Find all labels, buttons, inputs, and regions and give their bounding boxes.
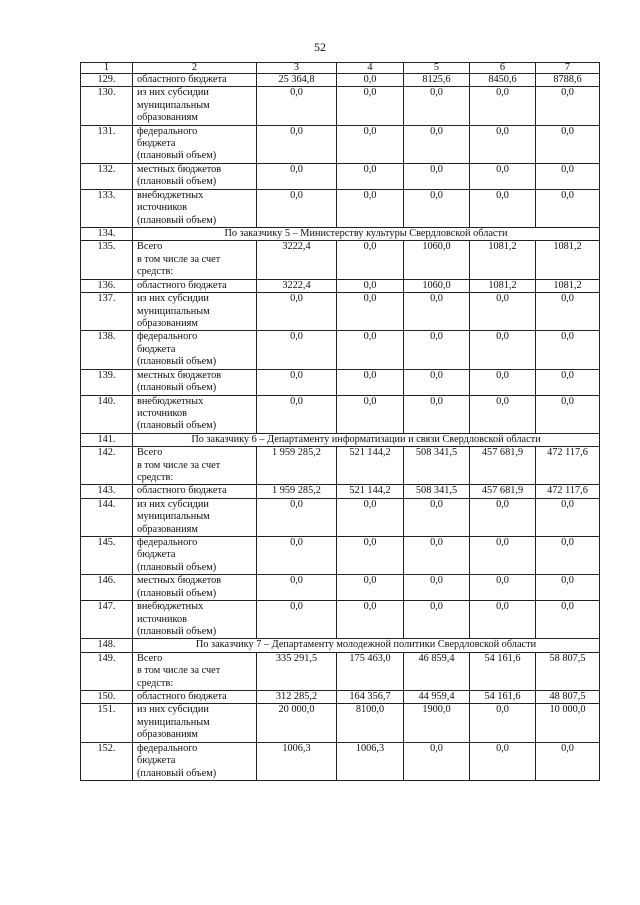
value-cell: 1081,2: [470, 241, 536, 279]
value-cell: 0,0: [470, 125, 536, 163]
table-row: [81, 742, 600, 780]
value-cell: 508 341,5: [404, 485, 470, 498]
value-cell: 0,0: [404, 601, 470, 639]
value-cell: 0,0: [337, 395, 404, 433]
table-row: [81, 485, 600, 498]
row-label: местных бюджетов (плановый объем): [133, 369, 257, 395]
value-cell: 0,0: [536, 293, 600, 331]
table-body: [81, 63, 600, 781]
value-cell: 0,0: [337, 369, 404, 395]
value-cell: 8450,6: [470, 74, 536, 87]
table-row: [81, 652, 600, 690]
value-cell: 0,0: [470, 87, 536, 125]
row-number: 146.: [81, 575, 133, 601]
value-cell: 0,0: [257, 369, 337, 395]
section-row: [81, 639, 600, 652]
value-cell: 0,0: [337, 125, 404, 163]
row-number: 147.: [81, 601, 133, 639]
row-label: внебюджетных источников (плановый объем): [133, 601, 257, 639]
table-row: [81, 331, 600, 369]
value-cell: 0,0: [470, 704, 536, 742]
value-cell: 1006,3: [257, 742, 337, 780]
value-cell: 0,0: [257, 189, 337, 227]
row-number: 133.: [81, 189, 133, 227]
value-cell: 0,0: [337, 241, 404, 279]
value-cell: 0,0: [257, 331, 337, 369]
value-cell: 0,0: [337, 537, 404, 575]
value-cell: 0,0: [470, 742, 536, 780]
value-cell: 0,0: [337, 601, 404, 639]
value-cell: 0,0: [257, 293, 337, 331]
column-header: 1: [81, 63, 133, 74]
value-cell: 335 291,5: [257, 652, 337, 690]
value-cell: 457 681,9: [470, 447, 536, 485]
value-cell: 0,0: [404, 575, 470, 601]
value-cell: 1 959 285,2: [257, 485, 337, 498]
value-cell: 457 681,9: [470, 485, 536, 498]
value-cell: 0,0: [470, 163, 536, 189]
row-label: из них субсидии муниципальным образованиям: [133, 498, 257, 536]
value-cell: 0,0: [337, 498, 404, 536]
value-cell: 0,0: [536, 742, 600, 780]
column-header: 7: [536, 63, 600, 74]
value-cell: 0,0: [337, 74, 404, 87]
value-cell: 0,0: [337, 331, 404, 369]
value-cell: 0,0: [404, 395, 470, 433]
value-cell: 472 117,6: [536, 447, 600, 485]
value-cell: 0,0: [404, 331, 470, 369]
value-cell: 0,0: [404, 369, 470, 395]
value-cell: 0,0: [470, 369, 536, 395]
table-row: [81, 369, 600, 395]
row-number: 138.: [81, 331, 133, 369]
section-title: По заказчику 5 – Министерству культуры Свердловской области: [133, 228, 600, 241]
value-cell: 0,0: [337, 87, 404, 125]
value-cell: 0,0: [257, 125, 337, 163]
value-cell: 175 463,0: [337, 652, 404, 690]
value-cell: 0,0: [404, 498, 470, 536]
value-cell: 44 959,4: [404, 691, 470, 704]
value-cell: 0,0: [536, 537, 600, 575]
table-row: [81, 74, 600, 87]
table-row: [81, 575, 600, 601]
table-row: [81, 279, 600, 292]
page-number: 52: [314, 40, 326, 54]
value-cell: 46 859,4: [404, 652, 470, 690]
row-number: 141.: [81, 433, 133, 446]
row-number: 131.: [81, 125, 133, 163]
value-cell: 0,0: [536, 369, 600, 395]
header-row: [81, 63, 600, 74]
value-cell: 0,0: [257, 87, 337, 125]
row-number: 129.: [81, 74, 133, 87]
value-cell: 0,0: [337, 163, 404, 189]
value-cell: 0,0: [337, 575, 404, 601]
value-cell: 1060,0: [404, 279, 470, 292]
row-label: федерального бюджета (плановый объем): [133, 537, 257, 575]
value-cell: 0,0: [470, 331, 536, 369]
value-cell: 8100,0: [337, 704, 404, 742]
table-row: [81, 395, 600, 433]
row-label: внебюджетных источников (плановый объем): [133, 189, 257, 227]
table-row: [81, 704, 600, 742]
row-number: 140.: [81, 395, 133, 433]
value-cell: 8125,6: [404, 74, 470, 87]
value-cell: 164 356,7: [337, 691, 404, 704]
value-cell: 521 144,2: [337, 447, 404, 485]
section-row: [81, 433, 600, 446]
value-cell: 0,0: [536, 189, 600, 227]
value-cell: 0,0: [470, 601, 536, 639]
value-cell: 0,0: [404, 87, 470, 125]
row-number: 152.: [81, 742, 133, 780]
table-row: [81, 241, 600, 279]
value-cell: 20 000,0: [257, 704, 337, 742]
value-cell: 3222,4: [257, 279, 337, 292]
row-number: 134.: [81, 228, 133, 241]
row-label: местных бюджетов (плановый объем): [133, 575, 257, 601]
value-cell: 10 000,0: [536, 704, 600, 742]
section-row: [81, 228, 600, 241]
section-title: По заказчику 7 – Департаменту молодежной политики Свердловской области: [133, 639, 600, 652]
value-cell: 3222,4: [257, 241, 337, 279]
value-cell: 1900,0: [404, 704, 470, 742]
value-cell: 25 364,8: [257, 74, 337, 87]
row-number: 136.: [81, 279, 133, 292]
value-cell: 0,0: [404, 537, 470, 575]
table-row: [81, 691, 600, 704]
value-cell: 0,0: [470, 537, 536, 575]
row-label: областного бюджета: [133, 691, 257, 704]
row-number: 135.: [81, 241, 133, 279]
row-number: 130.: [81, 87, 133, 125]
row-number: 151.: [81, 704, 133, 742]
value-cell: 0,0: [257, 575, 337, 601]
value-cell: 0,0: [536, 87, 600, 125]
value-cell: 0,0: [536, 498, 600, 536]
row-label: из них субсидии муниципальным образованиям: [133, 87, 257, 125]
table-row: [81, 125, 600, 163]
value-cell: 1060,0: [404, 241, 470, 279]
value-cell: 0,0: [404, 125, 470, 163]
row-label: областного бюджета: [133, 485, 257, 498]
column-header: 4: [337, 63, 404, 74]
row-number: 143.: [81, 485, 133, 498]
row-label: областного бюджета: [133, 74, 257, 87]
value-cell: 0,0: [536, 395, 600, 433]
value-cell: 0,0: [257, 163, 337, 189]
row-number: 145.: [81, 537, 133, 575]
row-number: 148.: [81, 639, 133, 652]
value-cell: 48 807,5: [536, 691, 600, 704]
value-cell: 0,0: [337, 279, 404, 292]
column-header: 3: [257, 63, 337, 74]
value-cell: 0,0: [536, 601, 600, 639]
table-row: [81, 601, 600, 639]
row-label: Всего в том числе за счет средств:: [133, 652, 257, 690]
row-label: федерального бюджета (плановый объем): [133, 742, 257, 780]
row-number: 150.: [81, 691, 133, 704]
row-number: 132.: [81, 163, 133, 189]
value-cell: 1 959 285,2: [257, 447, 337, 485]
column-header: 5: [404, 63, 470, 74]
value-cell: 1081,2: [536, 241, 600, 279]
value-cell: 521 144,2: [337, 485, 404, 498]
value-cell: 0,0: [536, 163, 600, 189]
row-label: федерального бюджета (плановый объем): [133, 125, 257, 163]
value-cell: 0,0: [470, 395, 536, 433]
value-cell: 0,0: [257, 395, 337, 433]
table-row: [81, 163, 600, 189]
value-cell: 0,0: [470, 498, 536, 536]
value-cell: 0,0: [470, 293, 536, 331]
row-label: из них субсидии муниципальным образованиям: [133, 704, 257, 742]
row-label: из них субсидии муниципальным образованиям: [133, 293, 257, 331]
value-cell: 0,0: [536, 331, 600, 369]
value-cell: 0,0: [257, 601, 337, 639]
value-cell: 1006,3: [337, 742, 404, 780]
value-cell: 508 341,5: [404, 447, 470, 485]
value-cell: 472 117,6: [536, 485, 600, 498]
table-row: [81, 537, 600, 575]
column-header: 2: [133, 63, 257, 74]
table-row: [81, 447, 600, 485]
value-cell: 0,0: [470, 575, 536, 601]
row-label: областного бюджета: [133, 279, 257, 292]
value-cell: 58 807,5: [536, 652, 600, 690]
value-cell: 0,0: [536, 125, 600, 163]
budget-table: [80, 62, 600, 781]
row-number: 139.: [81, 369, 133, 395]
value-cell: 0,0: [257, 498, 337, 536]
value-cell: 1081,2: [536, 279, 600, 292]
value-cell: 0,0: [404, 742, 470, 780]
value-cell: 0,0: [337, 189, 404, 227]
value-cell: 0,0: [536, 575, 600, 601]
value-cell: 0,0: [470, 189, 536, 227]
row-number: 144.: [81, 498, 133, 536]
value-cell: 0,0: [404, 163, 470, 189]
row-number: 149.: [81, 652, 133, 690]
value-cell: 1081,2: [470, 279, 536, 292]
table-row: [81, 293, 600, 331]
row-number: 142.: [81, 447, 133, 485]
value-cell: 8788,6: [536, 74, 600, 87]
value-cell: 0,0: [404, 293, 470, 331]
value-cell: 0,0: [337, 293, 404, 331]
value-cell: 54 161,6: [470, 691, 536, 704]
row-label: федерального бюджета (плановый объем): [133, 331, 257, 369]
row-label: внебюджетных источников (плановый объем): [133, 395, 257, 433]
table-row: [81, 189, 600, 227]
section-title: По заказчику 6 – Департаменту информатизации и связи Свердловской области: [133, 433, 600, 446]
row-number: 137.: [81, 293, 133, 331]
value-cell: 54 161,6: [470, 652, 536, 690]
row-label: Всего в том числе за счет средств:: [133, 447, 257, 485]
table-row: [81, 87, 600, 125]
row-label: местных бюджетов (плановый объем): [133, 163, 257, 189]
row-label: Всего в том числе за счет средств:: [133, 241, 257, 279]
table-row: [81, 498, 600, 536]
value-cell: 0,0: [404, 189, 470, 227]
value-cell: 312 285,2: [257, 691, 337, 704]
column-header: 6: [470, 63, 536, 74]
value-cell: 0,0: [257, 537, 337, 575]
